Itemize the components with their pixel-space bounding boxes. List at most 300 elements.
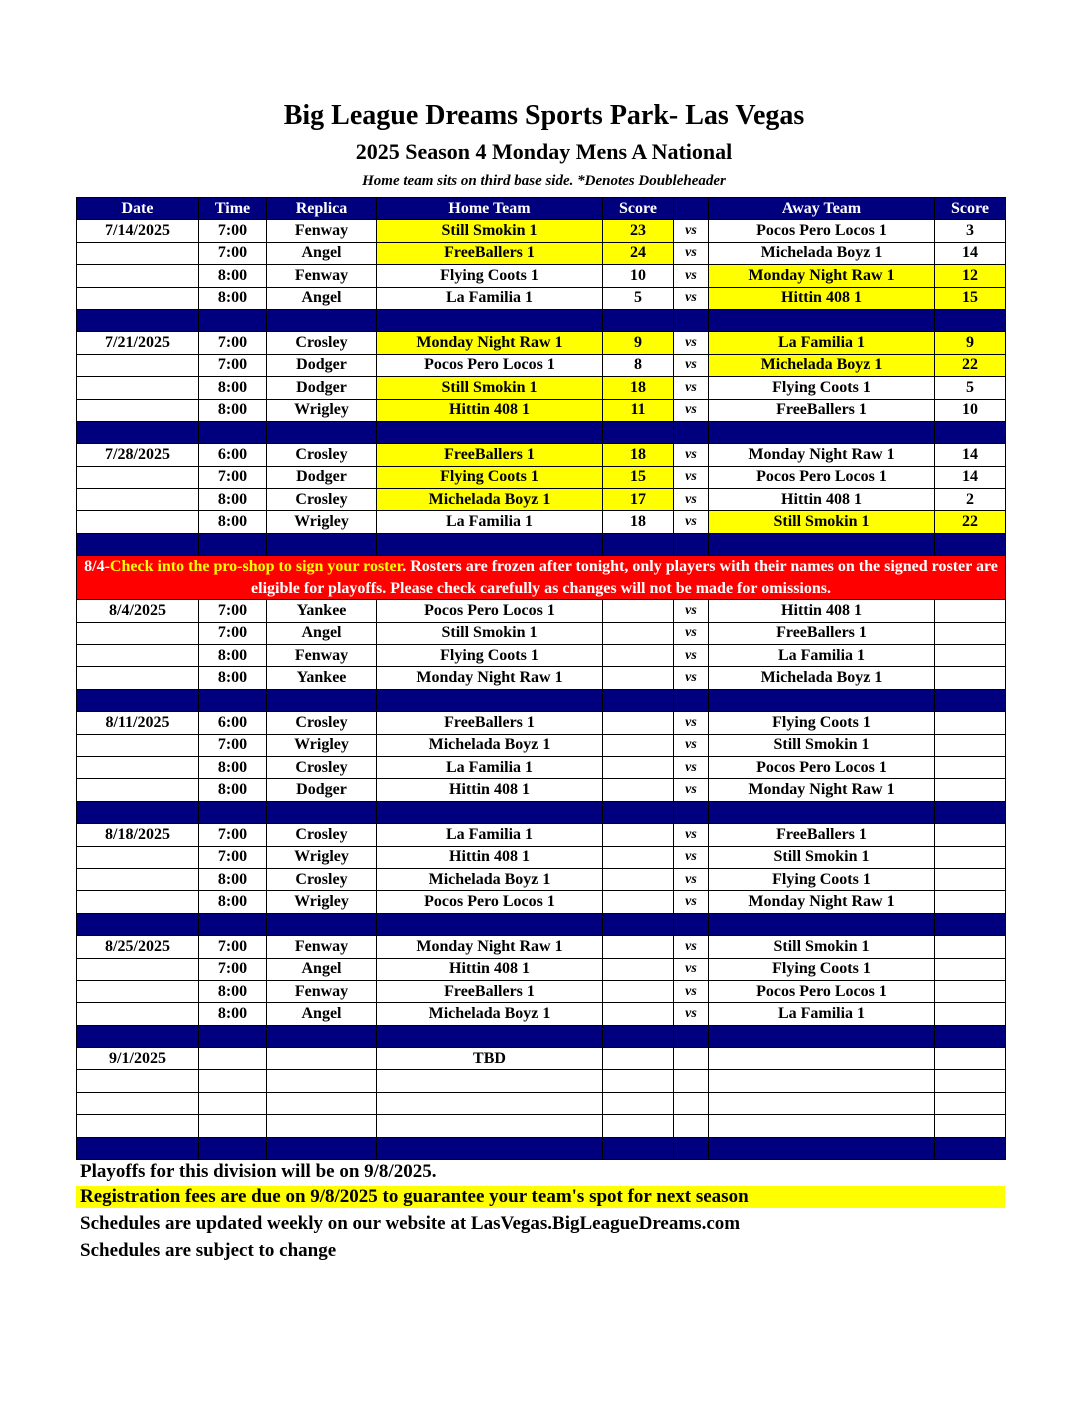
date-cell [77, 489, 199, 511]
away-score-cell [935, 846, 1006, 868]
time-cell: 8:00 [199, 287, 267, 309]
home-score-cell [603, 980, 674, 1002]
away-score-cell [935, 712, 1006, 734]
header-time: Time [199, 198, 267, 220]
time-cell: 8:00 [199, 645, 267, 667]
date-cell [77, 1092, 199, 1114]
table-row [77, 1048, 1006, 1070]
notice-prefix: 8/4- [84, 558, 110, 576]
home-team-cell: FreeBallers 1 [377, 712, 603, 734]
time-cell: 8:00 [199, 756, 267, 778]
time-cell: 8:00 [199, 779, 267, 801]
week-separator [77, 689, 1006, 711]
replica-cell [267, 1115, 377, 1137]
away-score-cell [935, 1115, 1006, 1137]
away-score-cell: 22 [935, 511, 1006, 533]
table-row [77, 220, 1006, 242]
away-team-cell: Michelada Boyz 1 [709, 354, 935, 376]
separator-cell [199, 309, 267, 331]
away-team-cell: Hittin 408 1 [709, 489, 935, 511]
table-row [77, 377, 1006, 399]
separator-cell [377, 309, 603, 331]
schedule-table [76, 197, 1006, 1160]
vs-cell: vs [674, 936, 709, 958]
vs-cell: vs [674, 399, 709, 421]
away-team-cell [709, 1070, 935, 1092]
time-cell [199, 1070, 267, 1092]
away-score-cell [935, 622, 1006, 644]
away-team-cell: Monday Night Raw 1 [709, 265, 935, 287]
vs-cell [674, 1115, 709, 1137]
table-row [77, 399, 1006, 421]
separator-cell [709, 913, 935, 935]
table-row [77, 734, 1006, 756]
header-home-team: Home Team [377, 198, 603, 220]
vs-cell: vs [674, 287, 709, 309]
home-team-cell: La Familia 1 [377, 824, 603, 846]
date-cell [77, 891, 199, 913]
away-team-cell: La Familia 1 [709, 1003, 935, 1025]
away-team-cell: Pocos Pero Locos 1 [709, 980, 935, 1002]
away-team-cell: FreeBallers 1 [709, 824, 935, 846]
away-score-cell [935, 824, 1006, 846]
away-team-cell: Still Smokin 1 [709, 936, 935, 958]
replica-cell: Dodger [267, 779, 377, 801]
away-score-cell: 15 [935, 287, 1006, 309]
table-row [77, 779, 1006, 801]
home-team-cell: La Familia 1 [377, 511, 603, 533]
date-cell: 8/4/2025 [77, 600, 199, 622]
time-cell: 7:00 [199, 600, 267, 622]
home-score-cell [603, 779, 674, 801]
notice-highlight: Check into the pro-shop to sign your roster [109, 558, 403, 576]
vs-cell: vs [674, 868, 709, 890]
away-team-cell: Still Smokin 1 [709, 846, 935, 868]
vs-cell: vs [674, 958, 709, 980]
away-score-cell: 9 [935, 332, 1006, 354]
time-cell: 7:00 [199, 622, 267, 644]
separator-cell [709, 1137, 935, 1159]
separator-cell [709, 801, 935, 823]
away-team-cell: Hittin 408 1 [709, 600, 935, 622]
vs-cell: vs [674, 824, 709, 846]
date-cell: 7/28/2025 [77, 444, 199, 466]
time-cell: 8:00 [199, 891, 267, 913]
separator-cell [935, 309, 1006, 331]
replica-cell: Yankee [267, 667, 377, 689]
separator-cell [935, 1025, 1006, 1047]
separator-cell [674, 689, 709, 711]
time-cell: 7:00 [199, 332, 267, 354]
table-row [77, 1092, 1006, 1114]
away-team-cell: Still Smokin 1 [709, 511, 935, 533]
table-row [77, 444, 1006, 466]
week-separator [77, 421, 1006, 443]
home-team-cell: TBD [377, 1048, 603, 1070]
vs-cell: vs [674, 600, 709, 622]
table-row [77, 1070, 1006, 1092]
replica-cell: Wrigley [267, 399, 377, 421]
home-team-cell: FreeBallers 1 [377, 980, 603, 1002]
time-cell: 8:00 [199, 489, 267, 511]
separator-cell [603, 421, 674, 443]
away-score-cell: 12 [935, 265, 1006, 287]
away-score-cell: 22 [935, 354, 1006, 376]
time-cell: 8:00 [199, 399, 267, 421]
separator-cell [603, 689, 674, 711]
home-team-cell: Michelada Boyz 1 [377, 734, 603, 756]
home-team-cell: Pocos Pero Locos 1 [377, 891, 603, 913]
home-team-cell: Still Smokin 1 [377, 220, 603, 242]
home-score-cell: 17 [603, 489, 674, 511]
replica-cell: Crosley [267, 868, 377, 890]
home-score-cell: 8 [603, 354, 674, 376]
home-score-cell: 23 [603, 220, 674, 242]
roster-notice-row [77, 556, 1006, 600]
home-team-cell: Hittin 408 1 [377, 779, 603, 801]
table-row [77, 958, 1006, 980]
date-cell: 8/25/2025 [77, 936, 199, 958]
separator-cell [709, 309, 935, 331]
home-score-cell: 15 [603, 466, 674, 488]
vs-cell: vs [674, 489, 709, 511]
separator-cell [674, 1137, 709, 1159]
vs-cell [674, 1070, 709, 1092]
home-team-cell: Hittin 408 1 [377, 846, 603, 868]
separator-cell [709, 533, 935, 555]
table-row [77, 1003, 1006, 1025]
time-cell: 6:00 [199, 712, 267, 734]
separator-cell [674, 309, 709, 331]
vs-cell [674, 1092, 709, 1114]
home-score-cell: 18 [603, 511, 674, 533]
separator-cell [603, 1025, 674, 1047]
away-score-cell [935, 1003, 1006, 1025]
week-separator [77, 801, 1006, 823]
separator-cell [935, 1137, 1006, 1159]
home-score-cell [603, 734, 674, 756]
away-score-cell: 14 [935, 444, 1006, 466]
away-score-cell: 14 [935, 242, 1006, 264]
away-score-cell [935, 891, 1006, 913]
home-team-cell: La Familia 1 [377, 287, 603, 309]
home-score-cell [603, 600, 674, 622]
vs-cell: vs [674, 756, 709, 778]
time-cell: 8:00 [199, 265, 267, 287]
home-team-cell: Flying Coots 1 [377, 466, 603, 488]
table-row [77, 354, 1006, 376]
table-row [77, 600, 1006, 622]
separator-cell [603, 913, 674, 935]
time-cell: 7:00 [199, 958, 267, 980]
away-team-cell: Michelada Boyz 1 [709, 667, 935, 689]
away-team-cell [709, 1092, 935, 1114]
date-cell [77, 779, 199, 801]
time-cell [199, 1092, 267, 1114]
date-cell: 9/1/2025 [77, 1048, 199, 1070]
date-cell [77, 1003, 199, 1025]
separator-cell [935, 801, 1006, 823]
date-cell [77, 354, 199, 376]
time-cell: 8:00 [199, 667, 267, 689]
separator-cell [603, 533, 674, 555]
table-row [77, 824, 1006, 846]
separator-cell [709, 421, 935, 443]
replica-cell: Crosley [267, 712, 377, 734]
separator-cell [267, 309, 377, 331]
date-cell [77, 466, 199, 488]
home-team-cell: Monday Night Raw 1 [377, 667, 603, 689]
header-away-team: Away Team [709, 198, 935, 220]
vs-cell: vs [674, 220, 709, 242]
registration-note: Registration fees are due on 9/8/2025 to guarantee your team's spot for next season [76, 1186, 1005, 1208]
table-row [77, 891, 1006, 913]
away-score-cell [935, 667, 1006, 689]
date-cell: 7/21/2025 [77, 332, 199, 354]
replica-cell: Wrigley [267, 511, 377, 533]
separator-cell [267, 689, 377, 711]
header-away-score: Score [935, 198, 1006, 220]
home-team-cell: Still Smokin 1 [377, 622, 603, 644]
home-score-cell [603, 645, 674, 667]
replica-cell: Fenway [267, 265, 377, 287]
separator-cell [267, 1025, 377, 1047]
table-row [77, 622, 1006, 644]
away-team-cell: FreeBallers 1 [709, 399, 935, 421]
home-score-cell [603, 936, 674, 958]
week-separator [77, 533, 1006, 555]
week-separator [77, 1137, 1006, 1159]
week-separator [77, 913, 1006, 935]
replica-cell: Angel [267, 1003, 377, 1025]
playoffs-note: Playoffs for this division will be on 9/8/2025. [80, 1161, 437, 1182]
vs-cell: vs [674, 980, 709, 1002]
vs-cell: vs [674, 444, 709, 466]
separator-cell [77, 1137, 199, 1159]
vs-cell: vs [674, 511, 709, 533]
home-team-cell: Flying Coots 1 [377, 645, 603, 667]
away-team-cell: La Familia 1 [709, 332, 935, 354]
separator-cell [674, 421, 709, 443]
separator-cell [77, 913, 199, 935]
replica-cell: Crosley [267, 444, 377, 466]
replica-cell: Fenway [267, 980, 377, 1002]
time-cell: 8:00 [199, 511, 267, 533]
away-team-cell: Flying Coots 1 [709, 958, 935, 980]
replica-cell [267, 1048, 377, 1070]
away-score-cell [935, 779, 1006, 801]
home-score-cell [603, 1092, 674, 1114]
date-cell [77, 242, 199, 264]
home-score-cell: 10 [603, 265, 674, 287]
replica-cell: Fenway [267, 645, 377, 667]
home-score-cell [603, 868, 674, 890]
table-row [77, 645, 1006, 667]
away-team-cell: Pocos Pero Locos 1 [709, 466, 935, 488]
separator-cell [199, 689, 267, 711]
away-score-cell [935, 734, 1006, 756]
away-score-cell: 10 [935, 399, 1006, 421]
header-date: Date [77, 198, 199, 220]
home-team-cell: La Familia 1 [377, 756, 603, 778]
home-team-cell: Michelada Boyz 1 [377, 868, 603, 890]
separator-cell [603, 801, 674, 823]
separator-cell [267, 913, 377, 935]
time-cell [199, 1115, 267, 1137]
time-cell: 7:00 [199, 466, 267, 488]
home-score-cell [603, 1003, 674, 1025]
vs-cell: vs [674, 645, 709, 667]
away-team-cell: Hittin 408 1 [709, 287, 935, 309]
table-row [77, 1115, 1006, 1137]
separator-cell [935, 913, 1006, 935]
date-cell [77, 868, 199, 890]
table-row [77, 242, 1006, 264]
separator-cell [674, 1025, 709, 1047]
separator-cell [377, 801, 603, 823]
table-row [77, 466, 1006, 488]
home-score-cell [603, 667, 674, 689]
separator-cell [267, 421, 377, 443]
away-team-cell: La Familia 1 [709, 645, 935, 667]
separator-cell [199, 1137, 267, 1159]
replica-cell: Wrigley [267, 891, 377, 913]
date-cell [77, 1070, 199, 1092]
separator-cell [603, 1137, 674, 1159]
separator-cell [77, 309, 199, 331]
table-row [77, 667, 1006, 689]
vs-cell: vs [674, 242, 709, 264]
home-score-cell: 18 [603, 377, 674, 399]
home-score-cell [603, 846, 674, 868]
week-separator [77, 1025, 1006, 1047]
separator-cell [709, 689, 935, 711]
table-header [77, 198, 1006, 220]
table-row [77, 756, 1006, 778]
table-row [77, 332, 1006, 354]
date-cell [77, 958, 199, 980]
replica-cell: Fenway [267, 220, 377, 242]
date-cell [77, 734, 199, 756]
date-cell [77, 511, 199, 533]
home-team-cell: Hittin 408 1 [377, 399, 603, 421]
away-score-cell [935, 980, 1006, 1002]
page-note: Home team sits on third base side. *Denotes Doubleheader [362, 173, 726, 189]
replica-cell: Angel [267, 242, 377, 264]
home-team-cell: Still Smokin 1 [377, 377, 603, 399]
separator-cell [77, 1025, 199, 1047]
away-score-cell [935, 936, 1006, 958]
home-score-cell [603, 712, 674, 734]
separator-cell [674, 533, 709, 555]
replica-cell: Crosley [267, 824, 377, 846]
vs-cell: vs [674, 1003, 709, 1025]
separator-cell [199, 421, 267, 443]
date-cell: 7/14/2025 [77, 220, 199, 242]
away-team-cell: FreeBallers 1 [709, 622, 935, 644]
home-score-cell [603, 1115, 674, 1137]
away-team-cell: Pocos Pero Locos 1 [709, 220, 935, 242]
time-cell: 7:00 [199, 734, 267, 756]
time-cell: 8:00 [199, 377, 267, 399]
home-team-cell: Michelada Boyz 1 [377, 1003, 603, 1025]
separator-cell [377, 533, 603, 555]
away-team-cell: Flying Coots 1 [709, 377, 935, 399]
replica-cell: Wrigley [267, 734, 377, 756]
time-cell: 7:00 [199, 242, 267, 264]
home-score-cell: 11 [603, 399, 674, 421]
home-score-cell [603, 958, 674, 980]
time-cell: 8:00 [199, 868, 267, 890]
home-score-cell: 5 [603, 287, 674, 309]
home-score-cell: 9 [603, 332, 674, 354]
home-score-cell [603, 824, 674, 846]
away-score-cell [935, 1048, 1006, 1070]
date-cell [77, 399, 199, 421]
vs-cell: vs [674, 622, 709, 644]
away-team-cell: Monday Night Raw 1 [709, 444, 935, 466]
page-subtitle: 2025 Season 4 Monday Mens A National [355, 139, 733, 164]
time-cell [199, 1048, 267, 1070]
time-cell: 7:00 [199, 846, 267, 868]
vs-cell: vs [674, 891, 709, 913]
away-team-cell: Michelada Boyz 1 [709, 242, 935, 264]
home-team-cell [377, 1070, 603, 1092]
date-cell [77, 645, 199, 667]
separator-cell [709, 1025, 935, 1047]
separator-cell [199, 913, 267, 935]
home-score-cell [603, 756, 674, 778]
home-team-cell: FreeBallers 1 [377, 242, 603, 264]
subject-note: Schedules are subject to change [80, 1240, 337, 1261]
roster-notice [77, 556, 1006, 600]
separator-cell [199, 533, 267, 555]
away-score-cell [935, 645, 1006, 667]
vs-cell: vs [674, 846, 709, 868]
date-cell [77, 846, 199, 868]
vs-cell: vs [674, 667, 709, 689]
replica-cell: Angel [267, 958, 377, 980]
home-team-cell: Pocos Pero Locos 1 [377, 354, 603, 376]
date-cell: 8/11/2025 [77, 712, 199, 734]
vs-cell: vs [674, 354, 709, 376]
date-cell [77, 756, 199, 778]
away-score-cell: 14 [935, 466, 1006, 488]
table-row [77, 980, 1006, 1002]
vs-cell: vs [674, 712, 709, 734]
date-cell [77, 377, 199, 399]
home-score-cell [603, 891, 674, 913]
separator-cell [77, 801, 199, 823]
home-team-cell [377, 1092, 603, 1114]
away-score-cell: 5 [935, 377, 1006, 399]
replica-cell: Wrigley [267, 846, 377, 868]
time-cell: 8:00 [199, 980, 267, 1002]
replica-cell: Fenway [267, 936, 377, 958]
away-score-cell [935, 1092, 1006, 1114]
away-score-cell [935, 958, 1006, 980]
away-team-cell: Monday Night Raw 1 [709, 779, 935, 801]
home-team-cell: Hittin 408 1 [377, 958, 603, 980]
time-cell: 8:00 [199, 1003, 267, 1025]
page-title: Big League Dreams Sports Park- Las Vegas [283, 100, 805, 131]
home-team-cell: Monday Night Raw 1 [377, 332, 603, 354]
home-team-cell [377, 1115, 603, 1137]
week-separator [77, 309, 1006, 331]
table-row [77, 287, 1006, 309]
replica-cell: Crosley [267, 489, 377, 511]
date-cell [77, 265, 199, 287]
